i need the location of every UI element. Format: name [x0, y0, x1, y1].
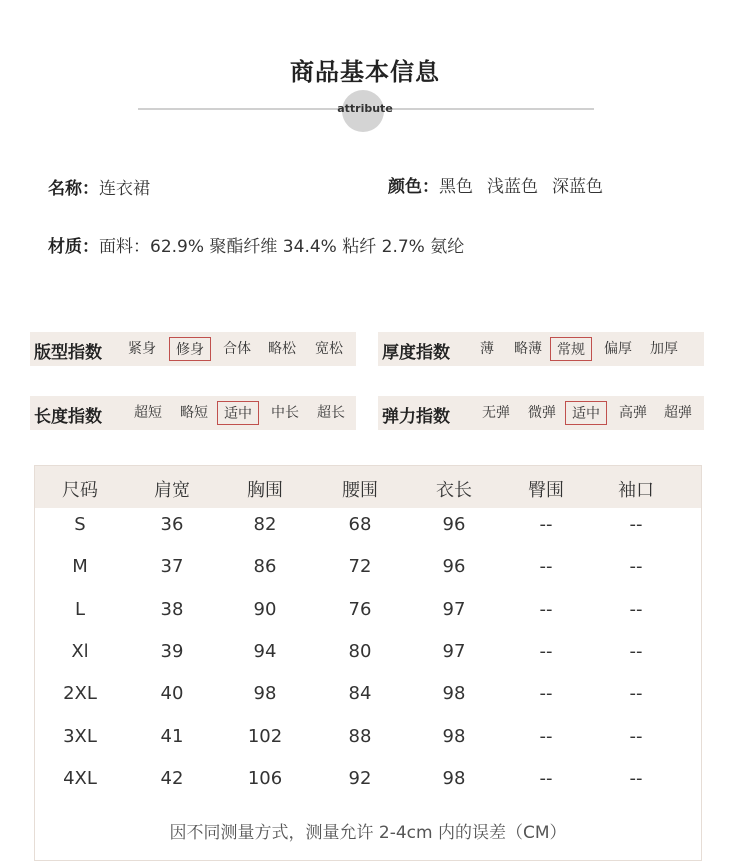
size-table-header — [35, 466, 701, 508]
size-cell: 2XL — [63, 683, 97, 705]
table-cell: 102 — [247, 725, 283, 747]
length-index-label: 长度指数 — [34, 407, 102, 427]
product-color-row — [388, 172, 603, 197]
size-cell: Xl — [71, 640, 89, 662]
product-name-row — [48, 174, 150, 199]
table-cell: -- — [629, 640, 643, 662]
elasticity-option: 超弹 — [664, 405, 692, 421]
elasticity-option-selected: 适中 — [565, 401, 607, 425]
header-cell: 胸围 — [247, 480, 283, 501]
thickness-index-label: 厚度指数 — [382, 343, 450, 363]
table-cell: 36 — [160, 514, 184, 535]
name-value: 连衣裙 — [99, 179, 150, 199]
table-cell: -- — [539, 598, 553, 620]
thickness-option: 薄 — [480, 341, 494, 357]
page-title: 商品基本信息 — [290, 58, 440, 86]
table-cell: 97 — [442, 640, 466, 662]
table-cell: -- — [539, 514, 553, 535]
table-cell: 97 — [442, 598, 466, 620]
fit-option: 紧身 — [128, 341, 156, 357]
header-cell: 肩宽 — [154, 480, 190, 501]
table-cell: 41 — [160, 725, 184, 747]
table-cell: 98 — [442, 725, 466, 747]
color-option: 深蓝色 — [552, 177, 603, 197]
table-cell: 96 — [442, 556, 466, 578]
table-cell: 40 — [160, 683, 184, 705]
length-option: 中长 — [271, 405, 299, 421]
header-cell: 腰围 — [342, 480, 378, 501]
length-option: 略短 — [180, 405, 208, 421]
color-option: 黑色 — [439, 177, 473, 197]
table-cell: 42 — [160, 767, 184, 789]
table-cell: 76 — [348, 598, 372, 620]
table-cell: 94 — [253, 640, 277, 662]
color-option: 浅蓝色 — [487, 177, 538, 197]
table-cell: -- — [539, 683, 553, 705]
thickness-option: 略薄 — [514, 341, 542, 357]
fit-option: 略松 — [268, 341, 296, 357]
table-cell: 38 — [160, 598, 184, 620]
material-label: 材质： — [48, 237, 99, 257]
page-subtitle: attribute — [337, 102, 393, 115]
table-cell: 90 — [253, 598, 277, 620]
table-cell: -- — [629, 556, 643, 578]
size-cell: L — [74, 598, 86, 620]
thickness-option-selected: 常规 — [550, 337, 592, 361]
size-cell: 4XL — [63, 767, 97, 789]
size-cell: M — [72, 556, 88, 578]
table-cell: 98 — [442, 683, 466, 705]
thickness-option: 加厚 — [650, 341, 678, 357]
table-cell: 82 — [253, 514, 277, 535]
elasticity-index-label: 弹力指数 — [382, 407, 450, 427]
length-index-bar — [30, 396, 356, 430]
table-cell: 84 — [348, 683, 372, 705]
length-option: 超短 — [134, 405, 162, 421]
fit-index-label: 版型指数 — [34, 343, 102, 363]
table-cell: 92 — [348, 767, 372, 789]
header-cell: 袖口 — [618, 480, 654, 501]
measurement-note: 因不同测量方式，测量允许 2-4cm 内的误差（CM） — [169, 823, 567, 843]
elasticity-index-bar — [378, 396, 704, 430]
table-cell: -- — [629, 683, 643, 705]
thickness-option: 偏厚 — [604, 341, 632, 357]
length-option: 超长 — [317, 405, 345, 421]
thickness-index-bar — [378, 332, 704, 366]
product-material-row — [48, 232, 464, 257]
table-cell: 106 — [247, 767, 283, 789]
size-table — [34, 465, 702, 861]
table-cell: -- — [629, 725, 643, 747]
table-cell: 68 — [348, 514, 372, 535]
table-cell: -- — [539, 640, 553, 662]
table-cell: 86 — [253, 556, 277, 578]
table-cell: -- — [539, 556, 553, 578]
table-cell: 88 — [348, 725, 372, 747]
color-label: 颜色： — [388, 177, 439, 197]
fit-option-selected: 修身 — [169, 337, 211, 361]
header-cell: 尺码 — [62, 480, 98, 501]
table-cell: 37 — [160, 556, 184, 578]
elasticity-option: 高弹 — [619, 405, 647, 421]
table-cell: -- — [629, 514, 643, 535]
header-cell: 衣长 — [436, 480, 472, 501]
table-cell: 98 — [442, 767, 466, 789]
table-cell: -- — [539, 767, 553, 789]
material-value: 面料：62.9% 聚酯纤维 34.4% 粘纤 2.7% 氨纶 — [99, 237, 465, 257]
header-cell: 臀围 — [528, 480, 564, 501]
table-cell: -- — [539, 725, 553, 747]
table-cell: 72 — [348, 556, 372, 578]
fit-index-bar — [30, 332, 356, 366]
table-cell: 39 — [160, 640, 184, 662]
fit-option: 合体 — [223, 341, 251, 357]
table-cell: 96 — [442, 514, 466, 535]
length-option-selected: 适中 — [217, 401, 259, 425]
size-cell: 3XL — [63, 725, 97, 747]
table-cell: 80 — [348, 640, 372, 662]
table-cell: 98 — [253, 683, 277, 705]
size-cell: S — [74, 514, 86, 535]
name-label: 名称： — [48, 179, 99, 199]
table-cell: -- — [629, 598, 643, 620]
fit-option: 宽松 — [315, 341, 343, 357]
elasticity-option: 微弹 — [528, 405, 556, 421]
table-cell: -- — [629, 767, 643, 789]
elasticity-option: 无弹 — [482, 405, 510, 421]
